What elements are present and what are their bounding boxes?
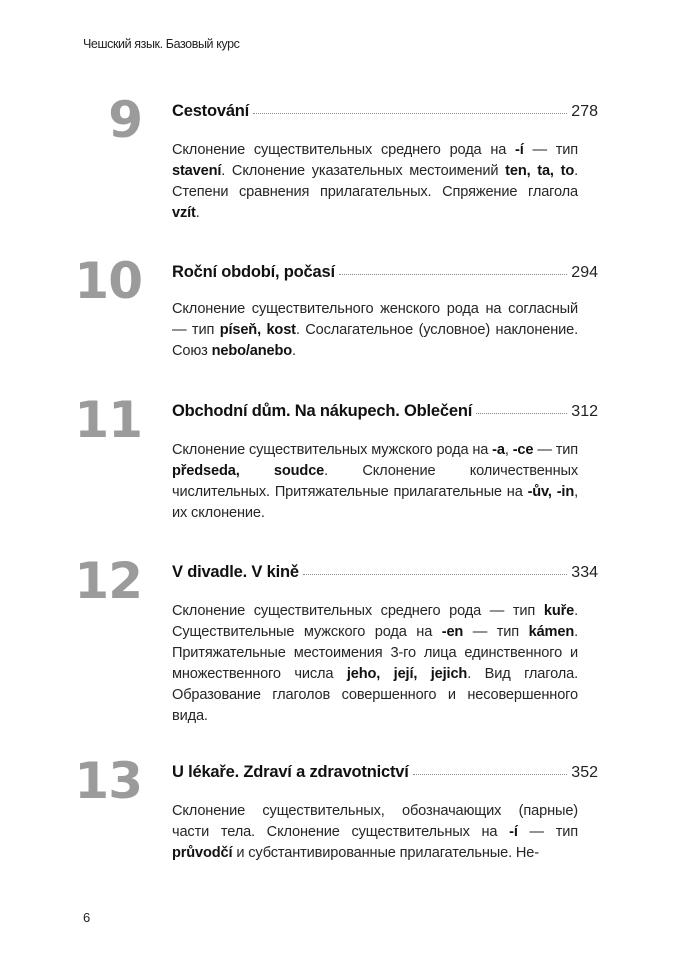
chapter-title[interactable]: V divadle. V kině xyxy=(172,563,299,581)
emphasized-term: píseň, kost xyxy=(219,322,296,338)
description-text: Склонение существительного женского рода на согласный — тип xyxy=(172,301,578,338)
chapter-description xyxy=(172,440,578,524)
description-text: , xyxy=(504,442,513,458)
emphasized-term: kámen xyxy=(528,624,575,640)
chapter-title[interactable]: Cestování xyxy=(172,102,250,120)
chapter-number: 10 xyxy=(74,252,142,310)
emphasized-term: jeho, její, jejich xyxy=(346,666,468,682)
emphasized-term: kuře xyxy=(543,603,575,619)
emphasized-term: -en xyxy=(441,624,464,640)
description-text: Склонение существительных, обозначающих (парные) части тела. Склонение существительных на xyxy=(172,803,578,840)
page-reference[interactable]: 312 xyxy=(571,403,598,420)
description-text: — тип xyxy=(533,442,578,458)
chapter-title[interactable]: Obchodní dům. Na nákupech. Oblečení xyxy=(172,402,473,420)
description-text: . Склонение указательных местоимений xyxy=(221,163,506,179)
description-text: Склонение существительных среднего рода — тип xyxy=(172,603,544,619)
description-text: . Вид глагола. Образование глаголов совершенного и несовершенного вида. xyxy=(172,666,578,724)
emphasized-term: -ce xyxy=(512,442,534,458)
emphasized-term: -í xyxy=(515,142,524,158)
page-number: 6 xyxy=(83,910,91,925)
dot-leader xyxy=(476,413,567,414)
description-text: — тип xyxy=(463,624,529,640)
page-reference[interactable]: 352 xyxy=(571,764,598,781)
dot-leader xyxy=(253,113,567,114)
emphasized-term: vzít xyxy=(172,205,196,221)
emphasized-term: -a xyxy=(492,442,505,458)
description-text: . Степени сравнения прилагательных. Спряжение глагола xyxy=(172,163,578,200)
toc-title-row[interactable] xyxy=(172,561,598,583)
chapter-description xyxy=(172,601,578,727)
dot-leader xyxy=(303,574,567,575)
description-text: . xyxy=(195,205,200,221)
chapter-number: 12 xyxy=(74,552,142,610)
chapter-title[interactable]: Roční období, počasí xyxy=(172,263,335,281)
description-text: . Склонение количественных числительных. Притяжательные прилагательные на xyxy=(172,463,578,500)
page-reference[interactable]: 278 xyxy=(571,103,598,120)
dot-leader xyxy=(413,774,568,775)
description-text: — тип xyxy=(517,824,578,840)
chapter-number: 13 xyxy=(74,752,142,810)
page-reference[interactable]: 294 xyxy=(571,264,598,281)
chapter-description xyxy=(172,801,578,864)
emphasized-term: -ův, -in xyxy=(527,484,575,500)
emphasized-term: předseda, soudce xyxy=(172,463,325,479)
chapter-title[interactable]: U lékaře. Zdraví a zdravotnictví xyxy=(172,763,409,781)
emphasized-term: ten, ta, to xyxy=(505,163,575,179)
description-text: , их склонение. xyxy=(172,484,579,521)
chapter-description xyxy=(172,140,578,224)
description-text: Склонение существительных среднего рода на xyxy=(172,142,516,158)
emphasized-term: stavení xyxy=(172,163,222,179)
toc-title-row[interactable] xyxy=(172,761,598,783)
description-text: — тип xyxy=(523,142,578,158)
description-text: . xyxy=(292,343,296,359)
dot-leader xyxy=(339,274,567,275)
description-text: . Сослагательное (условное) наклонение. Союз xyxy=(172,322,578,359)
toc-title-row[interactable] xyxy=(172,100,598,122)
emphasized-term: průvodčí xyxy=(172,845,233,861)
emphasized-term: nebo/anebo xyxy=(211,343,292,359)
toc-title-row[interactable] xyxy=(172,400,598,422)
chapter-description xyxy=(172,299,578,362)
description-text: . Притяжательные местоимения 3-го лица единственного и множественного числа xyxy=(172,624,579,682)
chapter-number: 9 xyxy=(108,91,142,149)
description-text: и субстантивированные прилагательные. Не- xyxy=(232,845,539,861)
running-header: Чешский язык. Базовый курс xyxy=(83,37,240,51)
description-text: . Существительные мужского рода на xyxy=(172,603,578,640)
emphasized-term: -í xyxy=(509,824,518,840)
chapter-number: 11 xyxy=(74,391,142,449)
toc-title-row[interactable] xyxy=(172,261,598,283)
description-text: Склонение существительных мужского рода на xyxy=(172,442,493,458)
page-reference[interactable]: 334 xyxy=(571,564,598,581)
